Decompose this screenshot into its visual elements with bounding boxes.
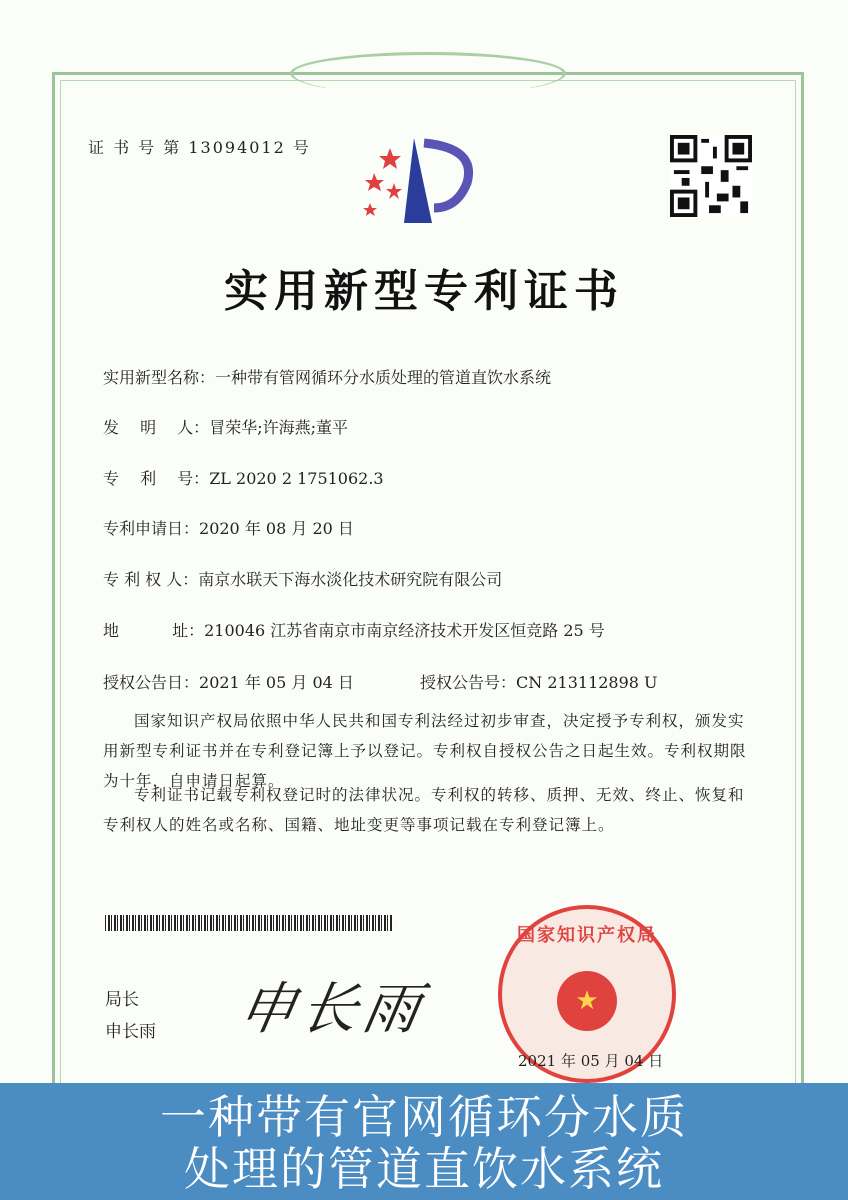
qr-code bbox=[670, 135, 752, 217]
field-value: ZL 2020 2 1751062.3 bbox=[209, 469, 384, 488]
field-label: 实用新型名称： bbox=[103, 368, 216, 387]
national-emblem-icon: ★ bbox=[557, 971, 617, 1031]
title-banner bbox=[0, 1083, 848, 1200]
field-address bbox=[103, 618, 605, 641]
seal-date: 2021 年 05 月 04 日 bbox=[518, 1052, 664, 1070]
field-label: 专 利 号： bbox=[103, 469, 210, 488]
certificate-title: 实用新型专利证书 bbox=[224, 266, 624, 317]
field-utility-model-name bbox=[103, 365, 551, 388]
field-label: 专 利 权 人： bbox=[103, 570, 199, 589]
field-value: 2020 年 08 月 20 日 bbox=[199, 519, 354, 538]
field-value: 冒荣华;许海燕;董平 bbox=[209, 418, 348, 437]
field-patentee bbox=[103, 567, 502, 590]
field-application-date bbox=[103, 516, 354, 539]
field-value: 一种带有管网循环分水质处理的管道直饮水系统 bbox=[215, 368, 552, 387]
field-label: 授权公告号： bbox=[420, 673, 517, 692]
barcode bbox=[105, 915, 393, 931]
top-ornament bbox=[290, 52, 566, 95]
field-grant-date bbox=[103, 670, 354, 693]
field-publication-number bbox=[420, 670, 658, 693]
field-patent-number bbox=[103, 466, 384, 489]
field-inventors bbox=[103, 415, 348, 438]
field-value: 210046 江苏省南京市南京经济技术开发区恒竞路 25 号 bbox=[204, 621, 605, 640]
director-name: 申长雨 bbox=[105, 1022, 156, 1042]
director-signature: 申长雨 bbox=[233, 977, 431, 1042]
banner-line-1: 一种带有官网循环分水质 bbox=[160, 1090, 688, 1144]
seal-text: 国家知识产权局 bbox=[517, 925, 657, 946]
patent-office-logo bbox=[352, 128, 482, 228]
field-value: 2021 年 05 月 04 日 bbox=[199, 673, 354, 692]
field-label: 专利申请日： bbox=[103, 519, 200, 538]
field-value: 南京水联天下海水淡化技术研究院有限公司 bbox=[198, 570, 503, 589]
field-value: CN 213112898 U bbox=[516, 673, 658, 692]
legal-paragraph-1: 国家知识产权局依照中华人民共和国专利法经过初步审查，决定授予专利权，颁发实用新型专利证书并在专利登记簿上予以登记。专利权自授权公告之日起生效。专利权期限为十年，自申请日起算。 bbox=[103, 712, 747, 790]
certificate-number: 证 书 号 第 13094012 号 bbox=[88, 138, 311, 157]
field-label: 地 址： bbox=[103, 621, 205, 640]
field-label: 发 明 人： bbox=[103, 418, 210, 437]
director-title: 局长 bbox=[105, 990, 139, 1010]
banner-line-2: 处理的管道直饮水系统 bbox=[184, 1142, 664, 1196]
legal-paragraph-2: 专利证书记载专利权登记时的法律状况。专利权的转移、质押、无效、终止、恢复和专利权人的姓名或名称、国籍、地址变更等事项记载在专利登记簿上。 bbox=[103, 786, 745, 834]
field-label: 授权公告日： bbox=[103, 673, 200, 692]
